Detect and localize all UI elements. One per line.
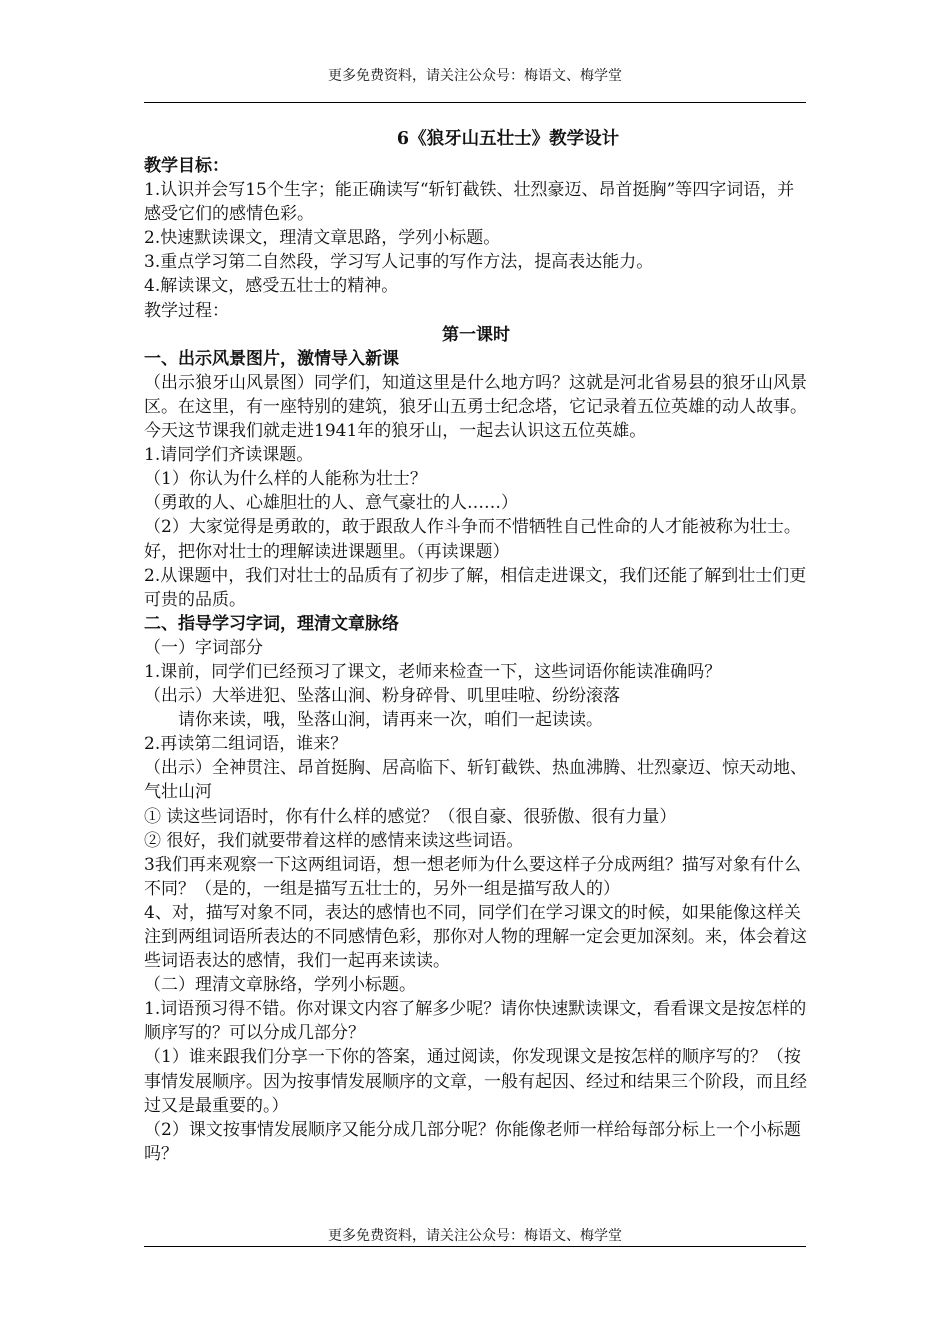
section-2-paragraph: 2.再读第二组词语，谁来？ <box>144 734 348 755</box>
section-1-paragraph: （2）大家觉得是勇敢的，敢于跟敌人作斗争而不惜牺牲自己性命的人才能被称为壮士。好，把你对壮士的理解读进课题里。（再读课题） <box>144 517 801 562</box>
subsection-heading: （二）理清文章脉络，学列小标题。 <box>144 975 416 996</box>
section-2-paragraph: 1.课前，同学们已经预习了课文，老师来检查一下，这些词语你能读准确吗？ <box>144 661 722 682</box>
section-1-paragraph: （勇敢的人、心雄胆壮的人、意气豪壮的人……） <box>144 493 518 514</box>
section-2-paragraph: （1）谁来跟我们分享一下你的答案，通过阅读，你发现课文是按怎样的顺序写的？（按事情发展顺序。因为按事情发展顺序的文章，一般有起因、经过和结果三个阶段，而且经过又是最重要的。） <box>144 1047 807 1116</box>
lesson-heading: 第一课时 <box>442 324 510 345</box>
section-2-paragraph: 1.词语预习得不错。你对课文内容了解多少呢？请你快速默读课文，看看课文是按怎样的顺序写的？可以分成几部分？ <box>144 999 807 1044</box>
goal-item-2: 2.快速默读课文，理清文章思路，学列小标题。 <box>144 228 501 249</box>
section-1-paragraph: （1）你认为什么样的人能称为壮士？ <box>144 469 427 490</box>
section-2-paragraph: ② 很好，我们就要带着这样的感情来读这些词语。 <box>144 830 524 851</box>
document-title: 6《狼牙山五壮士》教学设计 <box>396 129 620 149</box>
section-2-paragraph: 3我们再来观察一下这两组词语，想一想老师为什么要这样子分成两组？描写对象有什么不同？（是的，一组是描写五壮士的，另外一组是描写敌人的） <box>144 854 801 899</box>
goal-item-3: 3.重点学习第二自然段，学习写人记事的写作方法，提高表达能力。 <box>144 252 654 273</box>
section-2-heading: 二、指导学习字词，理清文章脉络 <box>144 613 399 634</box>
section-1-paragraph: 2.从课题中，我们对壮士的品质有了初步了解，相信走进课文，我们还能了解到壮士们更可贵的品质。 <box>144 565 807 610</box>
section-2-paragraph: （2）课文按事情发展顺序又能分成几部分呢？你能像老师一样给每部分标上一个小标题吗？ <box>144 1119 801 1164</box>
subsection-heading: （一）字词部分 <box>144 637 263 658</box>
goals-heading: 教学目标： <box>144 156 229 176</box>
goal-item-4: 4.解读课文，感受五壮士的精神。 <box>144 276 399 297</box>
section-2-paragraph: 4、对，描写对象不同，表达的感情也不同，同学们在学习课文的时候，如果能像这样关注到两组词语所表达的不同感情色彩，那你对人物的理解一定会更加深刻。来，体会着这些词语表达的感情，我们一起再来读读。 <box>144 902 807 972</box>
section-2-paragraph: ① 读这些词语时，你有什么样的感觉？（很自豪、很骄傲、很有力量） <box>144 806 677 827</box>
header-divider <box>144 102 806 103</box>
page-header: 更多免费资料，请关注公众号：梅语文、梅学堂 <box>328 68 622 84</box>
process-heading: 教学过程： <box>144 300 229 321</box>
page-footer: 更多免费资料，请关注公众号：梅语文、梅学堂 <box>328 1228 622 1244</box>
section-1-paragraph: 1.请同学们齐读课题。 <box>144 445 314 466</box>
section-2-paragraph: 请你来读，哦，坠落山涧，请再来一次，咱们一起读读。 <box>178 710 603 731</box>
section-1-heading: 一、出示风景图片，激情导入新课 <box>144 348 399 369</box>
section-2-paragraph: （出示）大举进犯、坠落山涧、粉身碎骨、叽里哇啦、纷纷滚落 <box>144 686 620 707</box>
section-2-paragraph: （出示）全神贯注、昂首挺胸、居高临下、斩钉截铁、热血沸腾、壮烈豪迈、惊天动地、气壮山河 <box>144 758 807 803</box>
goal-item-1: 1.认识并会写15个生字；能正确读写“斩钉截铁、壮烈豪迈、昂首挺胸”等四字词语，并感受它们的感情色彩。 <box>144 180 795 225</box>
document-body <box>144 124 808 1166</box>
footer-divider <box>144 1246 806 1247</box>
section-1-intro: （出示狼牙山风景图）同学们，知道这里是什么地方吗？这就是河北省易县的狼牙山风景区。在这里，有一座特别的建筑，狼牙山五勇士纪念塔，它记录着五位英雄的动人故事。今天这节课我们就走进1941年的狼牙山，一起去认识这五位英雄。 <box>144 372 807 442</box>
